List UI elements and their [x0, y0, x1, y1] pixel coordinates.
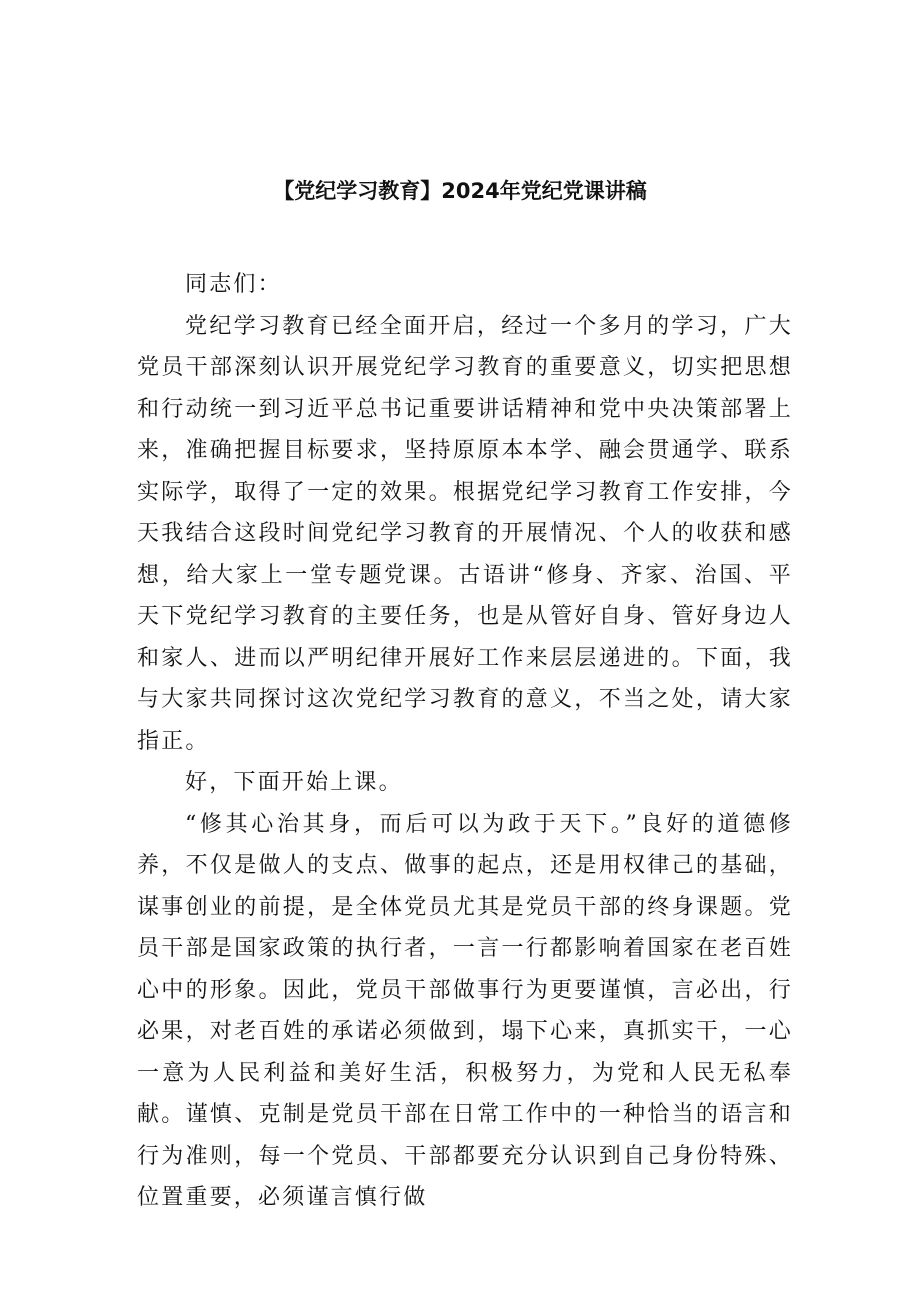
body-paragraph: “修其心治其身，而后可以为政于天下。”良好的道德修养，不仅是做人的支点、做事的起点，还是用权律己的基础，谋事创业的前提，是全体党员尤其是党员干部的终身课题。党员干部是国家政策的执行者，一言一行都影响着国家在老百姓心中的形象。因此，党员干部做事行为更要谨慎，言必出，行必果，对老百姓的承诺必须做到，塌下心来，真抓实干，一心一意为人民利益和美好生活，积极努力，为党和人民无私奉献。谨慎、克制是党员干部在日常工作中的一种恰当的语言和行为准则，每一个党员、干部都要充分认识到自己身份特殊、位置重要，必须谨言慎行做	[137, 811, 793, 1210]
intro-paragraph: 党纪学习教育已经全面开启，经过一个多月的学习，广大党员干部深刻认识开展党纪学习教育的重要意义，切实把思想和行动统一到习近平总书记重要讲话精神和党中央决策部署上来，准确把握目标要求，坚持原原本本学、融会贯通学、联系实际学，取得了一定的效果。根据党纪学习教育工作安排，今天我结合这段时间党纪学习教育的开展情况、个人的收获和感想，给大家上一堂专题党课。古语讲“修身、齐家、治国、平天下党纪学习教育的主要任务，也是从管好自身、管好身边人和家人、进而以严明纪律开展好工作来层层递进的。下面，我与大家共同探讨这次党纪学习教育的意义，不当之处，请大家指正。	[137, 313, 793, 754]
document-body	[137, 264, 793, 1219]
salutation-paragraph: 同志们：	[185, 272, 282, 297]
document-title: 【党纪学习教育】2024年党纪党课讲稿	[273, 179, 647, 203]
transition-paragraph: 好，下面开始上课。	[185, 770, 403, 795]
